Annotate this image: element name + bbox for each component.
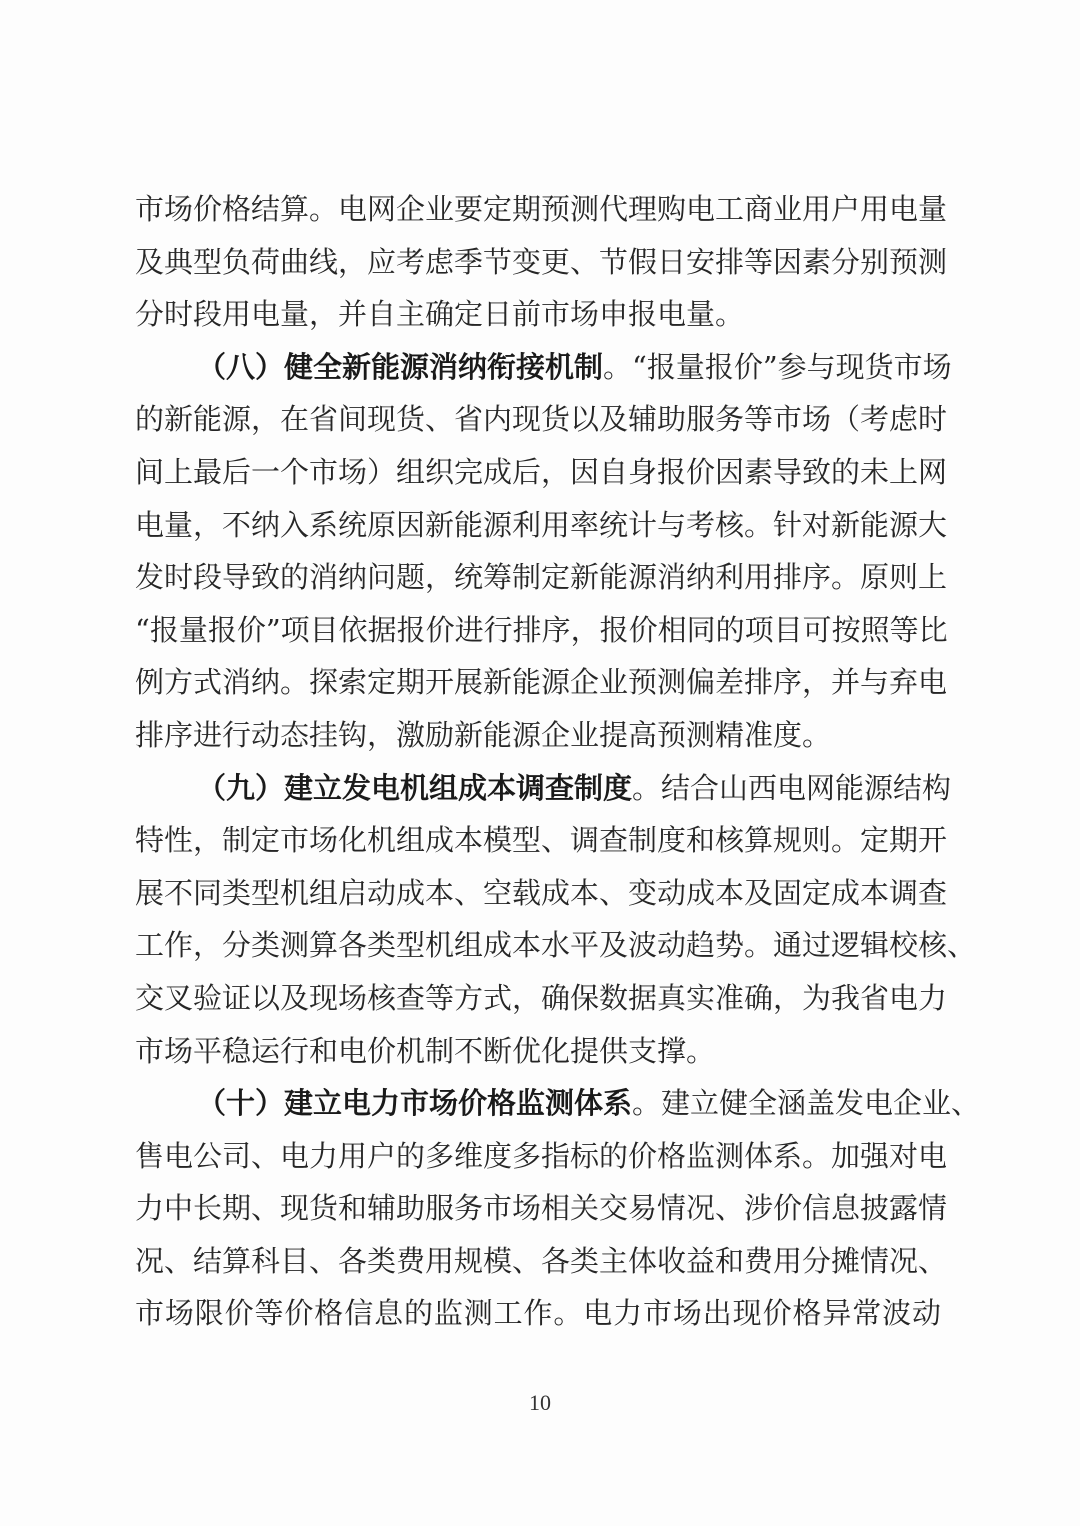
text-line: 展不同类型机组启动成本、空载成本、变动成本及固定成本调查 (135, 875, 948, 910)
section-heading-10: （十）建立电力市场价格监测体系 (197, 1086, 633, 1121)
text-line: 工作，分类测算各类型机组成本水平及波动趋势。通过逻辑校核、 (135, 928, 977, 963)
text-line: 的新能源，在省间现货、省内现货以及辅助服务等市场（考虑时 (135, 402, 948, 437)
text-line: 特性，制定市场化机组成本模型、调查制度和核算规则。定期开 (135, 823, 948, 858)
page-number: 10 (529, 1390, 551, 1415)
text-line: 发时段导致的消纳问题，统筹制定新能源消纳利用排序。原则上 (135, 560, 948, 595)
paragraph-first-line (135, 762, 952, 815)
text-line: 交叉验证以及现场核查等方式，确保数据真实准确，为我省电力 (135, 980, 948, 1015)
text-line: “报量报价”项目依据报价进行排序，报价相同的项目可按照等比 (135, 612, 948, 647)
text-line: 力中长期、现货和辅助服务市场相关交易情况、涉价信息披露情 (135, 1191, 948, 1226)
text-line: 例方式消纳。探索定期开展新能源企业预测偏差排序，并与弃电 (135, 665, 948, 700)
text-line: 排序进行动态挂钩，激励新能源企业提高预测精准度。 (135, 717, 832, 752)
text-run: 。建立健全涵盖发电企业、 (632, 1086, 981, 1121)
section-heading-9: （九）建立发电机组成本调查制度 (197, 770, 633, 805)
text-line: 售电公司、电力用户的多维度多指标的价格监测体系。加强对电 (135, 1138, 948, 1173)
paragraph-first-line (135, 1077, 981, 1130)
document-body (135, 183, 981, 1340)
text-line: 市场平稳运行和电价机制不断优化提供支撑。 (135, 1033, 716, 1068)
text-line: 况、结算科目、各类费用规模、各类主体收益和费用分摊情况、 (135, 1243, 948, 1278)
text-line: 市场价格结算。电网企业要定期预测代理购电工商业用户用电量 (135, 192, 948, 226)
paragraph-first-line (135, 341, 952, 394)
text-run: 。“报量报价”参与现货市场 (603, 349, 952, 384)
text-line: 及典型负荷曲线，应考虑季节变更、节假日安排等因素分别预测 (135, 244, 948, 279)
text-line: 市场限价等价格信息的监测工作。电力市场出现价格异常波动 (135, 1296, 941, 1331)
text-line: 分时段用电量，并自主确定日前市场申报电量。 (135, 297, 745, 332)
text-line: 电量，不纳入系统原因新能源利用率统计与考核。针对新能源大 (135, 507, 948, 542)
text-run: 。结合山西电网能源结构 (632, 770, 952, 805)
section-heading-8: （八）健全新能源消纳衔接机制 (197, 349, 604, 384)
text-line: 间上最后一个市场）组织完成后，因自身报价因素导致的未上网 (135, 454, 948, 489)
